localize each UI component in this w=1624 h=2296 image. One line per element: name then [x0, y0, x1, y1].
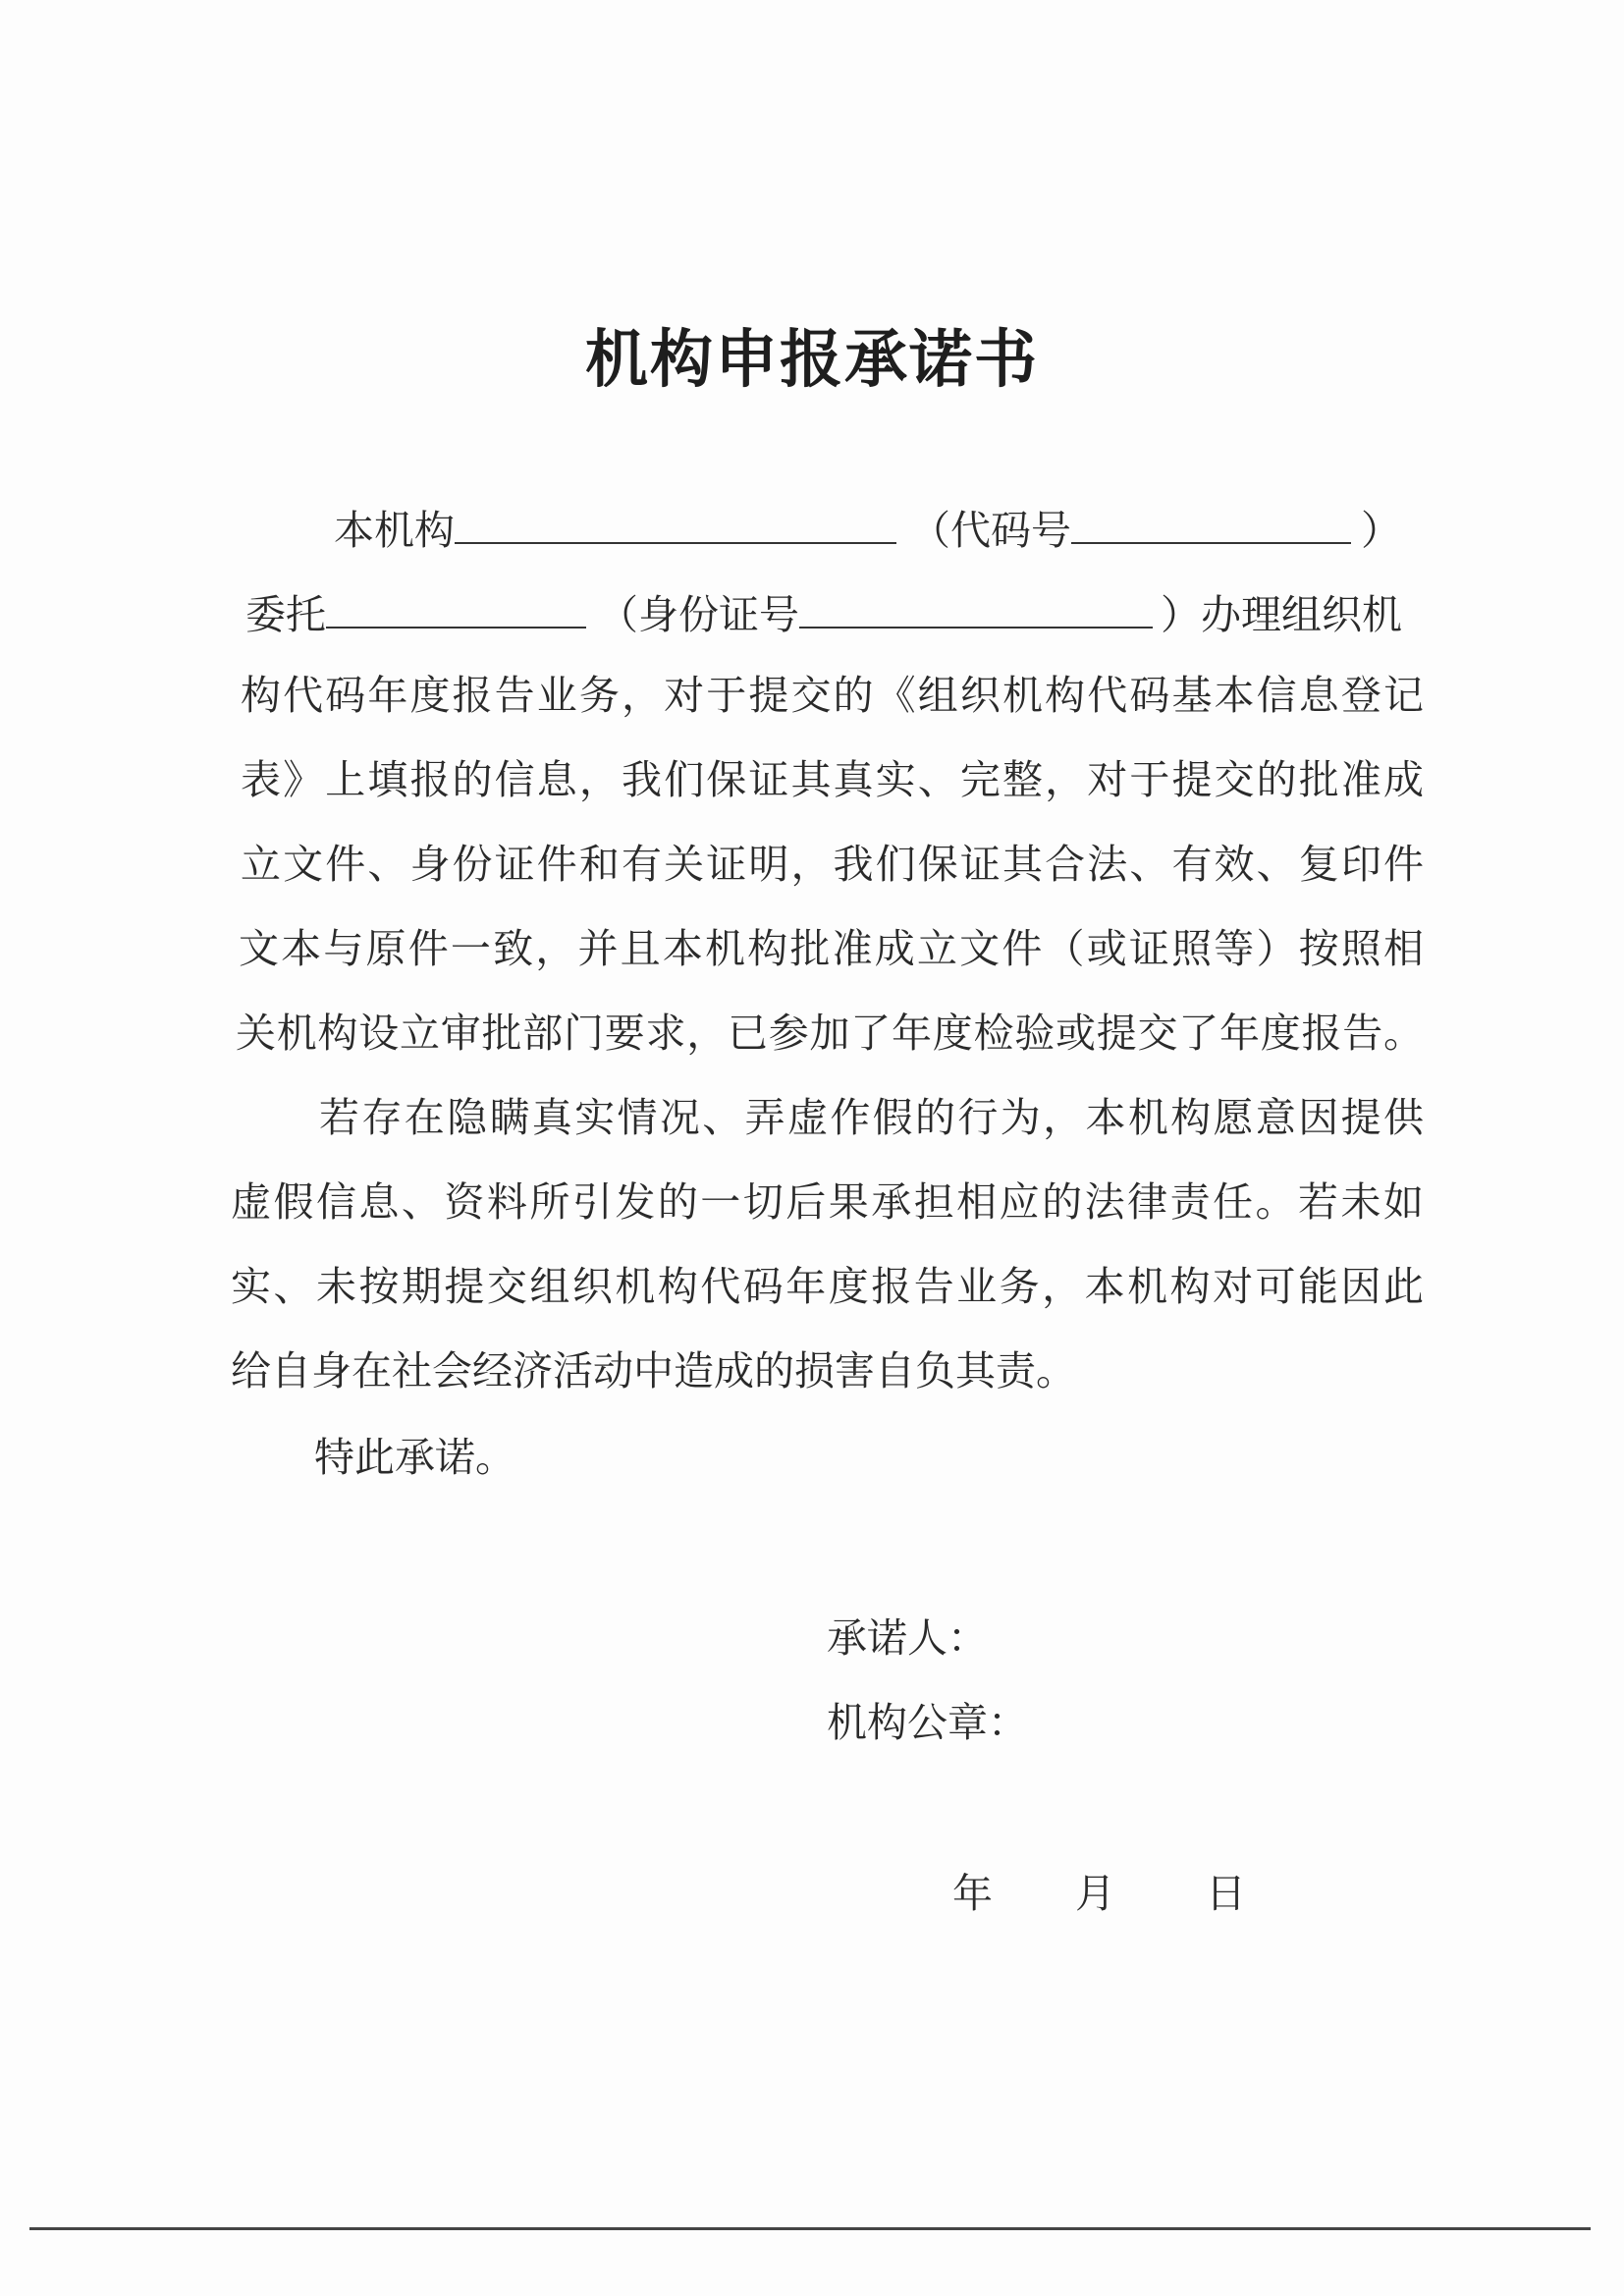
id-label: （身份证号: [598, 591, 799, 638]
para1-line: 立文件、身份证件和有关证明，我们保证其合法、有效、复印件: [241, 841, 1427, 888]
org-label: 本机构: [334, 507, 455, 554]
para2-line: 实、未按期提交组织机构代码年度报告业务，本机构对可能因此: [231, 1263, 1427, 1310]
org-code-blank[interactable]: [1071, 497, 1351, 544]
id-number-blank[interactable]: [799, 581, 1153, 629]
closing-text: 特此承诺。: [314, 1434, 515, 1481]
promisor-label: 承诺人：: [827, 1614, 988, 1662]
org-name-blank[interactable]: [455, 497, 896, 544]
document-title: 机构申报承诺书: [585, 324, 1039, 397]
para1-line: 文本与原件一致，并且本机构批准成立文件（或证照等）按照相: [239, 925, 1427, 972]
date-year: 年: [952, 1870, 993, 1917]
org-row: [334, 497, 1401, 552]
date-month: 月: [1075, 1870, 1115, 1917]
para2-line: 虚假信息、资料所引发的一切后果承担相应的法律责任。若未如: [231, 1178, 1427, 1226]
date-day: 日: [1206, 1870, 1246, 1917]
id-close-tail: ）办理组织机: [1161, 591, 1402, 638]
para2-line: 若存在隐瞒真实情况、弄虚作假的行为，本机构愿意因提供: [319, 1094, 1427, 1141]
entrust-name-blank[interactable]: [326, 581, 586, 629]
bottom-rule: [29, 2227, 1591, 2230]
code-label: （代码号: [910, 507, 1071, 554]
para1-line: 构代码年度报告业务，对于提交的《组织机构代码基本信息登记: [241, 672, 1427, 719]
para2-line: 给自身在社会经济活动中造成的损害自负其责。: [231, 1347, 1076, 1394]
entrust-label: 委托: [245, 591, 326, 638]
seal-label: 机构公章：: [827, 1699, 1028, 1746]
code-close: ）: [1361, 507, 1401, 554]
entrust-row: [245, 581, 1402, 636]
para1-line: 表》上填报的信息，我们保证其真实、完整，对于提交的批准成: [241, 756, 1427, 803]
para1-line: 关机构设立审批部门要求，已参加了年度检验或提交了年度报告。: [236, 1010, 1425, 1057]
